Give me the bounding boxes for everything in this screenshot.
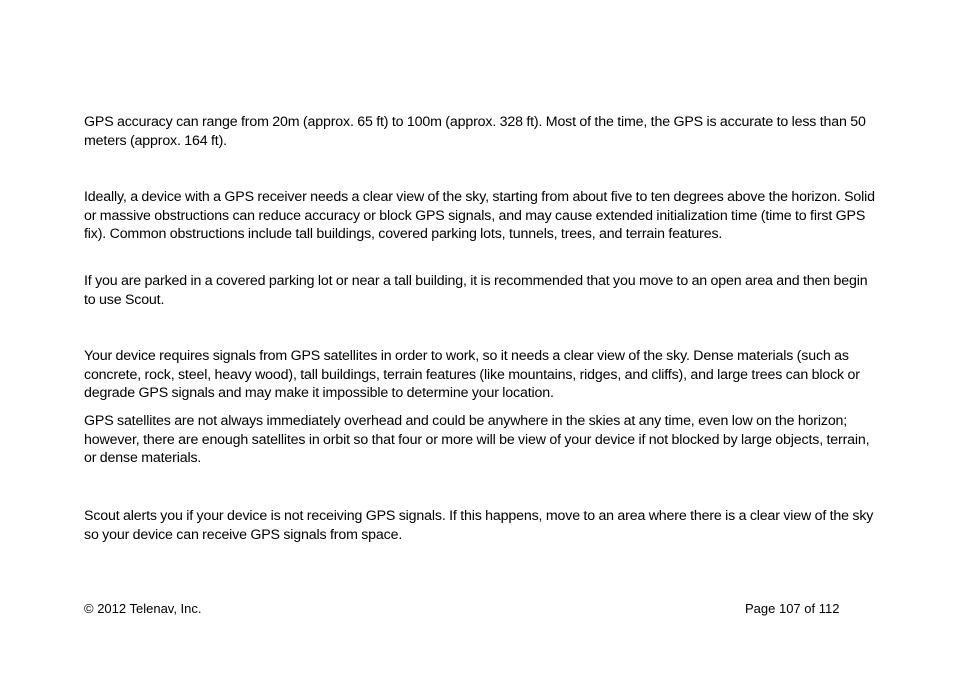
paragraph-gps-accuracy: GPS accuracy can range from 20m (approx. 65 ft) to 100m (approx. 328 ft). Most of the time, the GPS is accurate to less than 50 meters (approx. 164 ft).: [84, 114, 866, 149]
paragraph-scout-alerts: Scout alerts you if your device is not receiving GPS signals. If this happens, move to an area where there is a clear view of the sky so your device can receive GPS signals from space.: [84, 508, 874, 543]
paragraph-clear-view: Ideally, a device with a GPS receiver needs a clear view of the sky, starting from about five to ten degrees above the horizon. Solid or massive obstructions can reduce accuracy or block GPS signals, and may cause extended initialization time (time to first GPS fix). Common obstructions include tall buildings, covered parking lots, tunnels, trees, and terrain features.: [84, 189, 875, 243]
paragraph-parking-lot: If you are parked in a covered parking lot or near a tall building, it is recommended that you move to an open area and then begin to use Scout.: [84, 273, 868, 308]
footer-copyright: © 2012 Telenav, Inc.: [84, 601, 202, 616]
footer-page-number: Page 107 of 112: [745, 601, 840, 616]
paragraph-device-requirements: Your device requires signals from GPS satellites in order to work, so it needs a clear view of the sky. Dense materials (such as concrete, rock, steel, heavy wood), tall buildings, terrain features (like mountains, ridges, and cliffs), and large trees can block or degrade GPS signals and may make it impossible to determine your location.: [84, 348, 860, 402]
paragraph-satellites: GPS satellites are not always immediately overhead and could be anywhere in the skies at any time, even low on the horizon; however, there are enough satellites in orbit so that four or more will be view of your device if not blocked by large objects, terrain, or dense materials.: [84, 413, 870, 467]
